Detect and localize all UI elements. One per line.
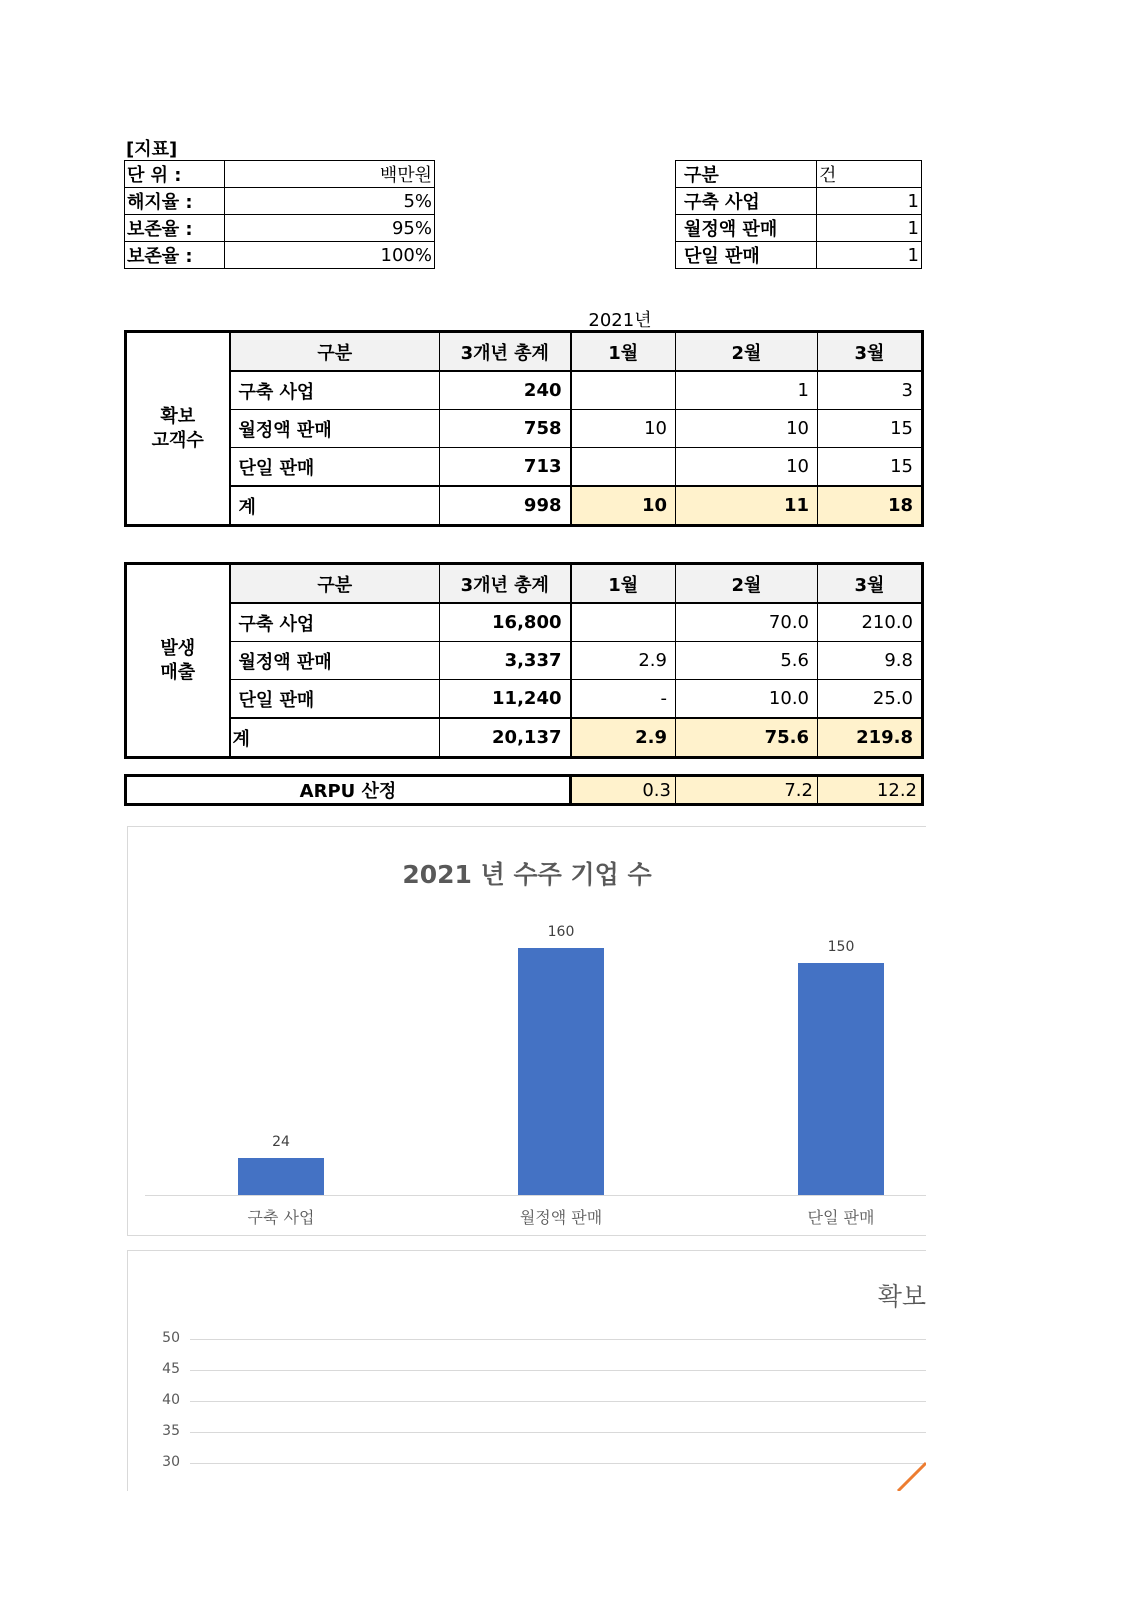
count-table [675,160,922,269]
arpu-month-3: 12.2 [818,776,923,805]
row-month-3: 3 [818,371,923,410]
count-value: 1 [817,242,922,269]
y-tick-label: 30 [162,1454,180,1470]
row-month-1: 10 [571,410,676,448]
row-month-2: 1 [676,371,818,410]
y-tick-label: 50 [162,1330,180,1346]
row-category: 단일 판매 [230,680,440,719]
arpu-label: ARPU 산정 [126,776,571,805]
table-row [126,642,923,680]
count-value: 1 [817,188,922,215]
count-value: 1 [817,215,922,242]
table-row [126,410,923,448]
indicator-row [125,215,435,242]
bar-chart [127,826,926,1236]
row-category: 단일 판매 [230,448,440,487]
data-label: 24 [272,1133,290,1150]
row-month-2: 10 [676,410,818,448]
row-total: 16,800 [440,603,571,642]
row-category: 구축 사업 [230,603,440,642]
indicator-row [125,161,435,188]
row-month-1 [571,603,676,642]
row-total: 998 [440,486,571,526]
row-month-2: 70.0 [676,603,818,642]
category-label: 단일 판매 [807,1208,875,1227]
count-label: 월정액 판매 [676,215,817,242]
arpu-table [124,774,924,806]
row-month-3: 15 [818,448,923,487]
row-month-1: - [571,680,676,719]
row-month-3: 219.8 [818,718,923,758]
table-row [126,680,923,719]
row-month-1 [571,371,676,410]
year-label: 2021년 [588,310,652,331]
y-tick-label: 35 [162,1423,180,1439]
revenue-side-label: 발생 매출 [126,564,230,758]
customers-table [124,330,924,527]
row-month-1: 10 [571,486,676,526]
table-row [126,448,923,487]
header-cell: 구분 [230,332,440,372]
customers-side-label: 확보 고객수 [126,332,230,526]
row-total: 3,337 [440,642,571,680]
row-month-3: 15 [818,410,923,448]
indicator-label: 보존율 : [125,242,225,269]
row-month-2: 11 [676,486,818,526]
row-month-3: 25.0 [818,680,923,719]
header-cell: 1월 [571,564,676,604]
count-row [676,242,922,269]
header-cell: 3월 [818,564,923,604]
row-month-2: 10 [676,448,818,487]
arpu-month-1: 0.3 [571,776,676,805]
line-series-segment [898,1463,926,1491]
indicator-value: 5% [225,188,435,215]
arpu-month-2: 7.2 [676,776,818,805]
row-total: 20,137 [440,718,571,758]
row-total: 713 [440,448,571,487]
bar [238,1158,324,1195]
header-cell: 3월 [818,332,923,372]
table-header-row [126,564,923,604]
indicator-value: 95% [225,215,435,242]
row-category: 월정액 판매 [230,410,440,448]
revenue-table [124,562,924,759]
header-cell: 3개년 총계 [440,332,571,372]
row-month-1: 2.9 [571,718,676,758]
table-sum-row [126,718,923,758]
row-category: 월정액 판매 [230,642,440,680]
orange-line-series [128,1251,926,1491]
count-header-row [676,161,922,188]
indicator-label: 해지율 : [125,188,225,215]
count-header-unit: 건 [817,161,922,188]
indicator-value: 100% [225,242,435,269]
header-cell: 3개년 총계 [440,564,571,604]
row-category: 계 [230,486,440,526]
row-month-2: 10.0 [676,680,818,719]
header-cell: 2월 [676,564,818,604]
indicator-value: 백만원 [225,161,435,188]
chart-title: 확보 [877,1282,926,1311]
row-total: 11,240 [440,680,571,719]
chart-title: 2021 년 수주 기업 수 [402,860,652,889]
count-header-label: 구분 [676,161,817,188]
count-label: 구축 사업 [676,188,817,215]
indicators-heading: [지표] [126,139,178,160]
data-label: 160 [547,923,575,940]
header-cell: 구분 [230,564,440,604]
header-cell: 1월 [571,332,676,372]
row-month-1: 2.9 [571,642,676,680]
row-month-1 [571,448,676,487]
bar [798,963,884,1195]
category-label: 구축 사업 [247,1208,315,1227]
table-row [126,371,923,410]
row-month-2: 5.6 [676,642,818,680]
table-sum-row [126,486,923,526]
data-label: 150 [827,939,855,956]
row-month-3: 18 [818,486,923,526]
y-tick-label: 45 [162,1361,180,1377]
count-row [676,188,922,215]
row-month-3: 210.0 [818,603,923,642]
table-header-row [126,332,923,372]
bar [518,948,604,1195]
indicator-label: 보존율 : [125,215,225,242]
count-label: 단일 판매 [676,242,817,269]
row-month-2: 75.6 [676,718,818,758]
row-total: 758 [440,410,571,448]
line-chart [127,1250,926,1491]
table-row [126,603,923,642]
row-total: 240 [440,371,571,410]
indicator-row [125,242,435,269]
indicators-table [124,160,435,269]
bar-layer [128,827,926,1235]
row-category: 계 [230,718,440,758]
count-row [676,215,922,242]
indicator-row [125,188,435,215]
row-category: 구축 사업 [230,371,440,410]
category-label: 월정액 판매 [519,1208,603,1227]
indicator-label: 단 위 : [125,161,225,188]
arpu-row [126,776,923,805]
row-month-3: 9.8 [818,642,923,680]
header-cell: 2월 [676,332,818,372]
y-tick-label: 40 [162,1392,180,1408]
